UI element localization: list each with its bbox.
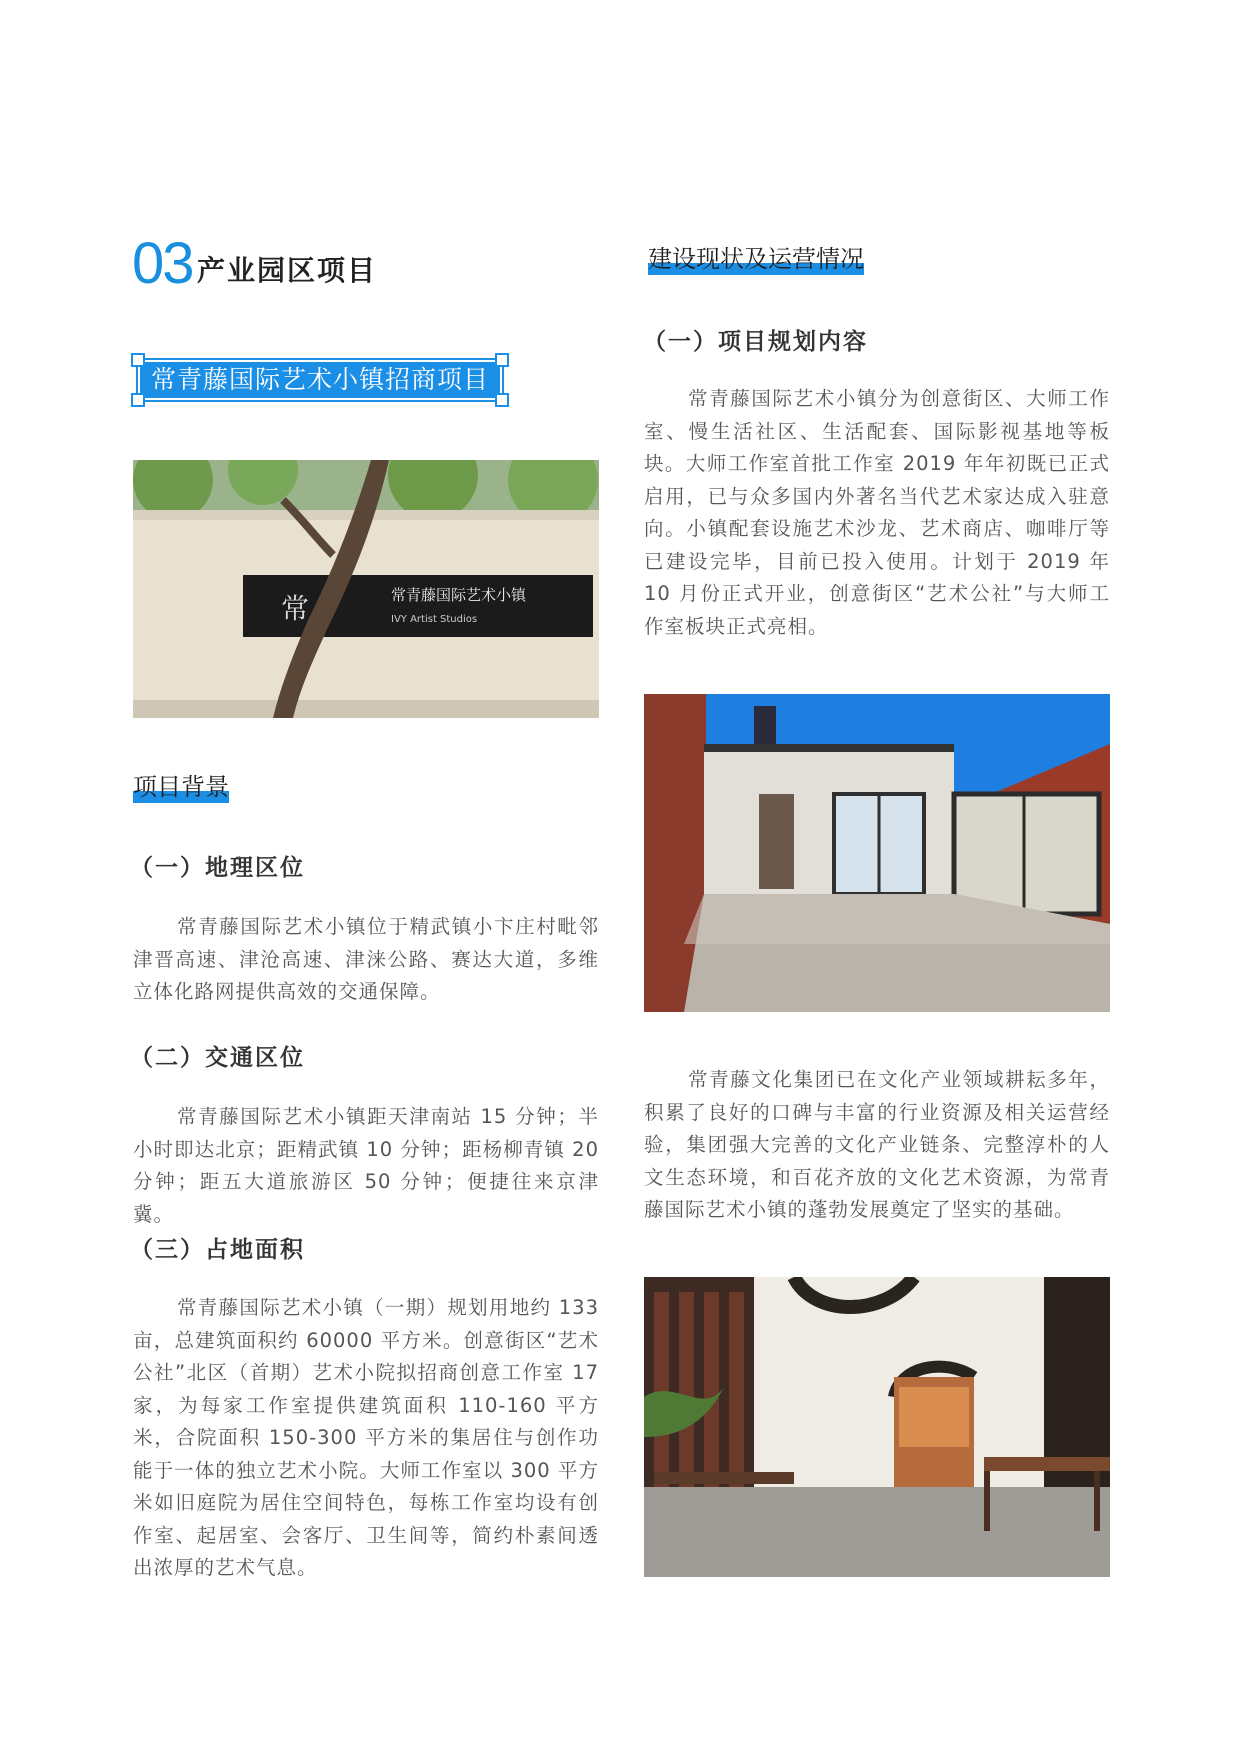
section-title: 产业园区项目 bbox=[197, 254, 378, 287]
sign-text: 常青藤国际艺术小镇 bbox=[391, 586, 527, 604]
land-area-title: （三）占地面积 bbox=[130, 1237, 305, 1263]
planning-content-title: （一）项目规划内容 bbox=[643, 329, 868, 355]
entrance-sign-photo bbox=[133, 460, 599, 718]
construction-status-heading: 建设现状及运营情况 bbox=[648, 245, 864, 273]
traffic-location-title: （二）交通区位 bbox=[130, 1045, 305, 1071]
geo-location-title: （一）地理区位 bbox=[130, 855, 305, 881]
company-background-text: 常青藤文化集团已在文化产业领域耕耘多年，积累了良好的口碑与丰富的行业资源及相关运营经验，集团强大完善的文化产业链条、完整淳朴的人文生态环境，和百花齐放的文化艺术资源，为常青藤国际艺术小镇的蓬勃发展奠定了坚实的基础。 bbox=[644, 1068, 1110, 1221]
sign-subtext: IVY Artist Studios bbox=[391, 614, 478, 625]
geo-location-text: 常青藤国际艺术小镇位于精武镇小卞庄村毗邻津晋高速、津沧高速、津涞公路、赛达大道，多维立体化路网提供高效的交通保障。 bbox=[133, 915, 599, 1003]
section-number: 03 bbox=[132, 231, 193, 296]
traffic-location-text: 常青藤国际艺术小镇距天津南站 15 分钟；半小时即达北京；距精武镇 10 分钟；距杨柳青镇 20 分钟；距五大道旅游区 50 分钟；便捷往来京津冀。 bbox=[133, 1105, 599, 1226]
land-area-text: 常青藤国际艺术小镇（一期）规划用地约 133 亩，总建筑面积约 60000 平方米。创意街区“艺术公社”北区（首期）艺术小院拟招商创意工作室 17 家，为每家工作室提供建筑面积 110-160 平方米，合院面积 150-300 平方米的集居住与创作功能于一体的独立艺术小院。大师工作室以 300 平方米如旧庭院为居住空间特色，每栋工作室均设有创作室、起居室、会客厅、卫生间等，简约朴素间透出浓厚的艺术气息。 bbox=[133, 1296, 599, 1579]
project-title: 常青藤国际艺术小镇招商项目 bbox=[150, 365, 489, 394]
planning-content-text: 常青藤国际艺术小镇分为创意街区、大师工作室、慢生活社区、生活配套、国际影视基地等板块。大师工作室首批工作室 2019 年年初既已正式启用，已与众多国内外著名当代艺术家达成入驻意向。小镇配套设施艺术沙龙、艺术商店、咖啡厅等已建设完毕，目前已投入使用。计划于 2019 年 10 月份正式开业，创意街区“艺术公社”与大师工作室板块正式亮相。 bbox=[644, 387, 1110, 638]
project-background-heading: 项目背景 bbox=[133, 773, 229, 801]
svg-text:常: 常 bbox=[281, 592, 310, 625]
courtyard-photo bbox=[644, 694, 1110, 1012]
interior-photo bbox=[644, 1277, 1110, 1577]
project-title-frame bbox=[134, 356, 506, 404]
